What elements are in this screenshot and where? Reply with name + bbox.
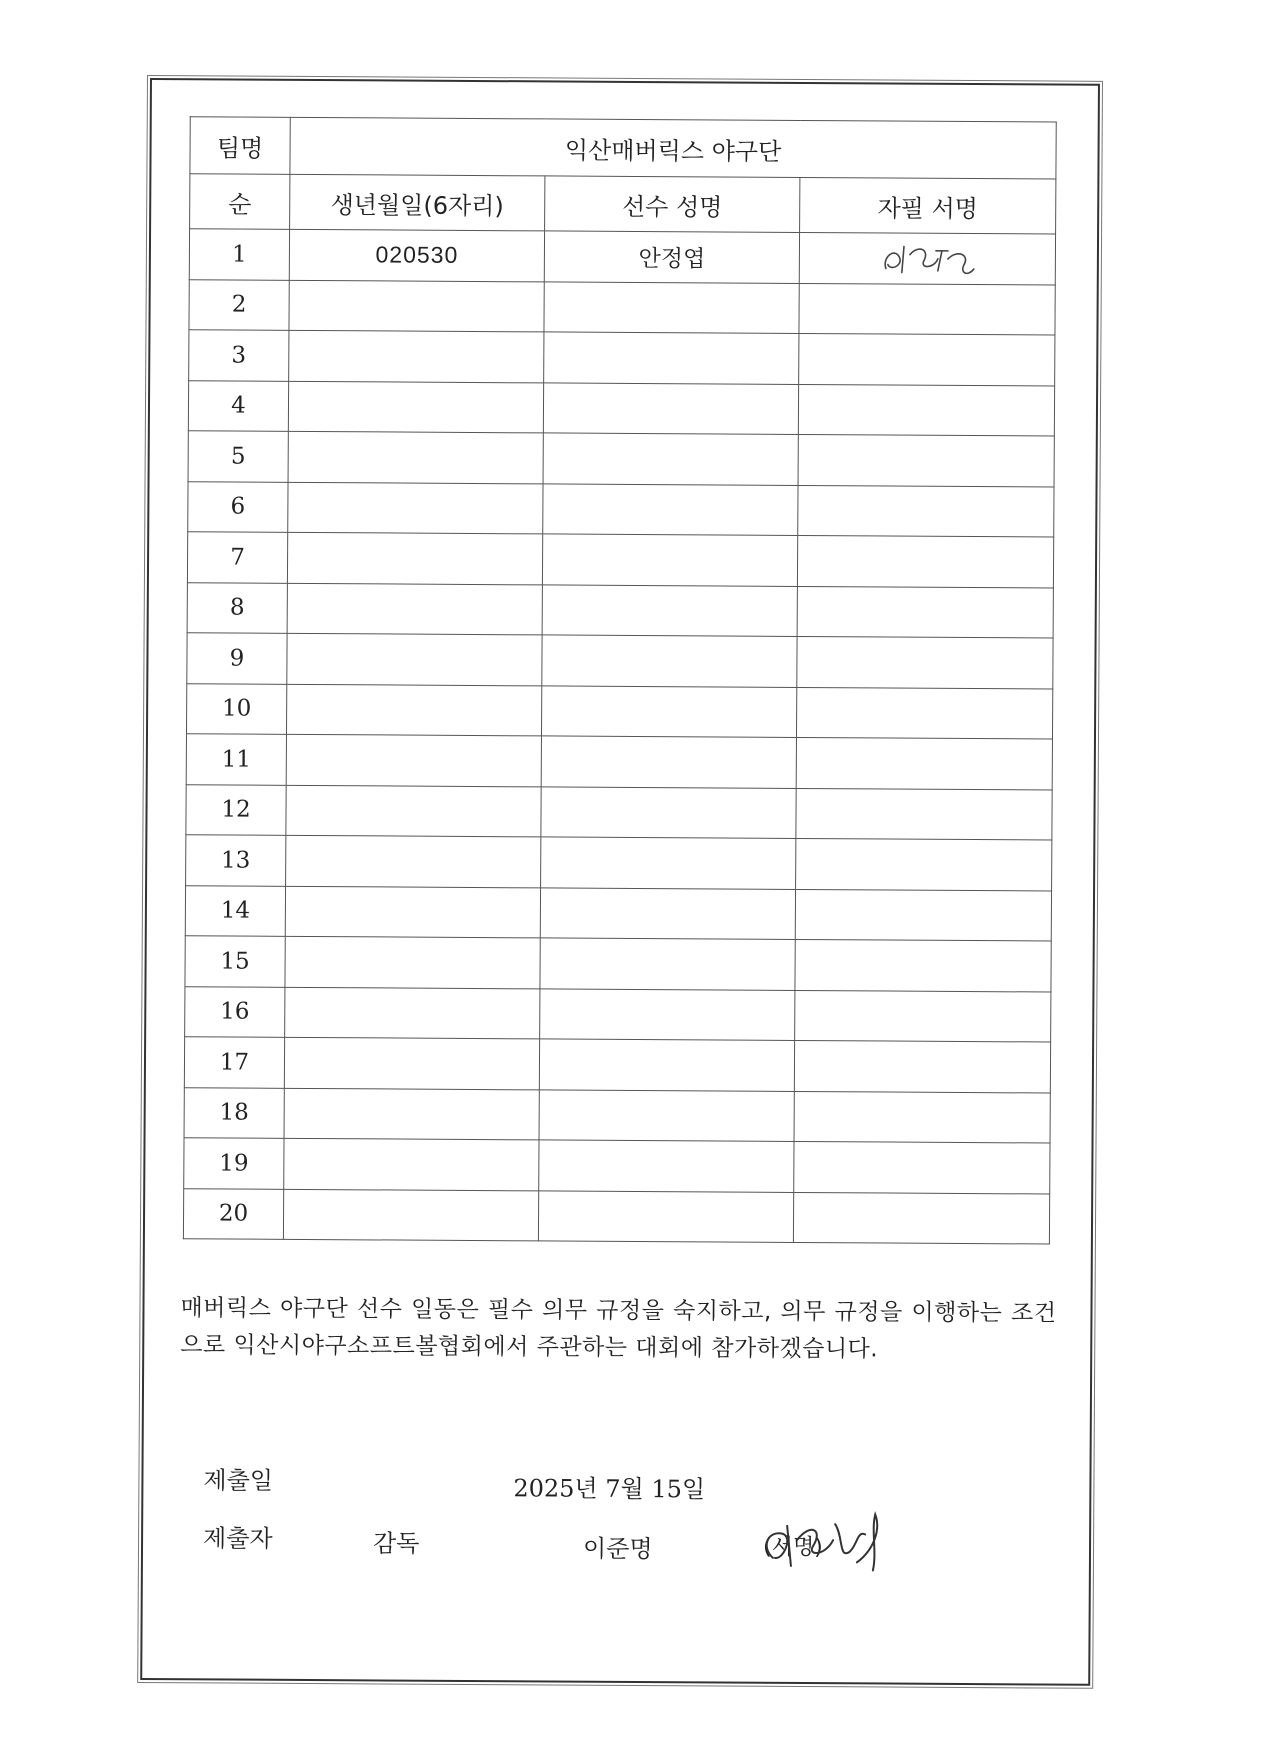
row-number: 9: [187, 633, 287, 684]
row-number: 16: [185, 986, 285, 1037]
player-name-cell: [540, 988, 795, 1040]
row-number: 11: [186, 734, 286, 785]
submitter-label: 제출자: [202, 1524, 273, 1553]
birth-date-cell: [288, 431, 543, 483]
player-name-cell: 안정엽: [544, 231, 799, 283]
roster-row: [186, 784, 1052, 840]
birth-date-cell: [286, 684, 541, 736]
row-number: 2: [189, 279, 289, 330]
signature-cell: [797, 636, 1053, 688]
team-row: [190, 117, 1056, 179]
submission-date-value: 2025년 7월 15일: [513, 1474, 706, 1504]
submission-date-label: 제출일: [203, 1466, 274, 1495]
signature-cell: [794, 1091, 1050, 1143]
signature-cell: [798, 485, 1054, 537]
roster-row: [184, 1138, 1050, 1194]
roster-row: [188, 380, 1054, 436]
roster-row: [186, 734, 1052, 790]
roster-row: [187, 532, 1053, 588]
birth-date-cell: [284, 1088, 539, 1140]
row-number: 7: [187, 532, 287, 583]
roster-row: [185, 936, 1051, 992]
row-number: 12: [186, 784, 286, 835]
row-number: 6: [188, 481, 288, 532]
roster-row: [187, 633, 1053, 689]
birth-date-cell: [287, 583, 542, 635]
row-number: 5: [188, 431, 288, 482]
signature-cell: [796, 687, 1052, 739]
submitter-name: 이준명: [582, 1534, 653, 1564]
document-frame: [140, 78, 1100, 1686]
player-name-cell: [542, 584, 797, 636]
row-number: 17: [184, 1037, 284, 1088]
player-handwritten-signature: [877, 238, 977, 279]
roster-row: [189, 330, 1055, 386]
roster-row: [189, 279, 1055, 335]
player-name-cell: [539, 1089, 794, 1141]
signature-cell: [795, 990, 1051, 1042]
header-name: 선수 성명: [545, 176, 800, 233]
birth-date-cell: [289, 330, 544, 382]
birth-date-cell: [284, 1138, 539, 1190]
player-name-cell: [540, 887, 795, 939]
submitter-role: 감독: [372, 1529, 420, 1558]
signature-cell: [794, 1141, 1050, 1193]
signature-cell: [798, 434, 1054, 486]
birth-date-cell: [283, 1189, 538, 1241]
player-name-cell: [541, 736, 796, 788]
header-row: [190, 174, 1056, 234]
player-name-cell: [544, 281, 799, 333]
header-signature: 자필 서명: [800, 177, 1056, 234]
signature-cell: [796, 788, 1052, 840]
birth-date-cell: [288, 482, 543, 534]
signature-cell: [799, 232, 1055, 284]
roster-row: [184, 1037, 1050, 1093]
signature-cell: [796, 737, 1052, 789]
player-name-cell: [542, 635, 797, 687]
roster-row: [186, 835, 1052, 891]
row-number: 8: [187, 582, 287, 633]
row-number: 4: [188, 380, 288, 431]
roster-body: [183, 229, 1055, 1244]
roster-table: [183, 116, 1057, 1244]
row-number: 10: [186, 683, 286, 734]
roster-row: [185, 885, 1051, 941]
roster-row: [187, 582, 1053, 638]
row-number: 1: [189, 229, 289, 280]
header-birth: 생년월일(6자리): [290, 174, 545, 231]
player-name-cell: [539, 1039, 794, 1091]
header-no: 순: [190, 174, 290, 230]
birth-date-cell: [286, 835, 541, 887]
signature-cell: [797, 535, 1053, 587]
birth-date-cell: [285, 886, 540, 938]
signature-cell: [795, 889, 1051, 941]
player-name-cell: [544, 332, 799, 384]
player-name-cell: [538, 1190, 793, 1242]
row-number: 15: [185, 936, 285, 987]
director-handwritten-signature: [753, 1500, 903, 1581]
signature-cell: [794, 1040, 1050, 1092]
signature-cell: [793, 1192, 1049, 1244]
birth-date-cell: [286, 785, 541, 837]
team-label: 팀명: [190, 117, 290, 175]
roster-row: [188, 431, 1054, 487]
birth-date-cell: [284, 1037, 539, 1089]
signature-seal-label: (서명): [762, 1534, 823, 1561]
row-number: 19: [184, 1138, 284, 1189]
row-number: 3: [189, 330, 289, 381]
row-number: 13: [186, 835, 286, 886]
signature-cell: [796, 838, 1052, 890]
roster-row: [189, 229, 1055, 285]
roster-row: [183, 1188, 1049, 1244]
birth-date-cell: [286, 734, 541, 786]
birth-date-cell: [285, 936, 540, 988]
birth-date-cell: [287, 532, 542, 584]
row-number: 20: [183, 1188, 283, 1239]
team-name: 익산매버릭스 야구단: [290, 117, 1056, 179]
player-name-cell: [542, 534, 797, 586]
signature-cell: [798, 384, 1054, 436]
player-name-cell: [541, 685, 796, 737]
player-name-cell: [541, 837, 796, 889]
roster-row: [184, 1087, 1050, 1143]
player-name-cell: [543, 433, 798, 485]
birth-date-cell: 020530: [289, 229, 544, 281]
roster-row: [185, 986, 1051, 1042]
player-name-cell: [541, 786, 796, 838]
birth-date-cell: [287, 633, 542, 685]
submission-block: [203, 1460, 1024, 1581]
submitter-row: [203, 1518, 1023, 1581]
player-name-cell: [543, 382, 798, 434]
signature-cell: [799, 283, 1055, 335]
signature-cell: [797, 586, 1053, 638]
player-name-cell: [539, 1140, 794, 1192]
signature-cell: [799, 333, 1055, 385]
signature-cell: [795, 939, 1051, 991]
roster-row: [188, 481, 1054, 537]
player-name-cell: [543, 483, 798, 535]
player-name-cell: [540, 938, 795, 990]
row-number: 14: [185, 885, 285, 936]
birth-date-cell: [285, 987, 540, 1039]
pledge-text: 매버릭스 야구단 선수 일동은 필수 의무 규정을 숙지하고, 의무 규정을 이행하는 조건으로 익산시야구소프트볼협회에서 주관하는 대회에 참가하겠습니다.: [180, 1295, 1057, 1363]
roster-row: [186, 683, 1052, 739]
birth-date-cell: [288, 381, 543, 433]
row-number: 18: [184, 1087, 284, 1138]
birth-date-cell: [289, 280, 544, 332]
